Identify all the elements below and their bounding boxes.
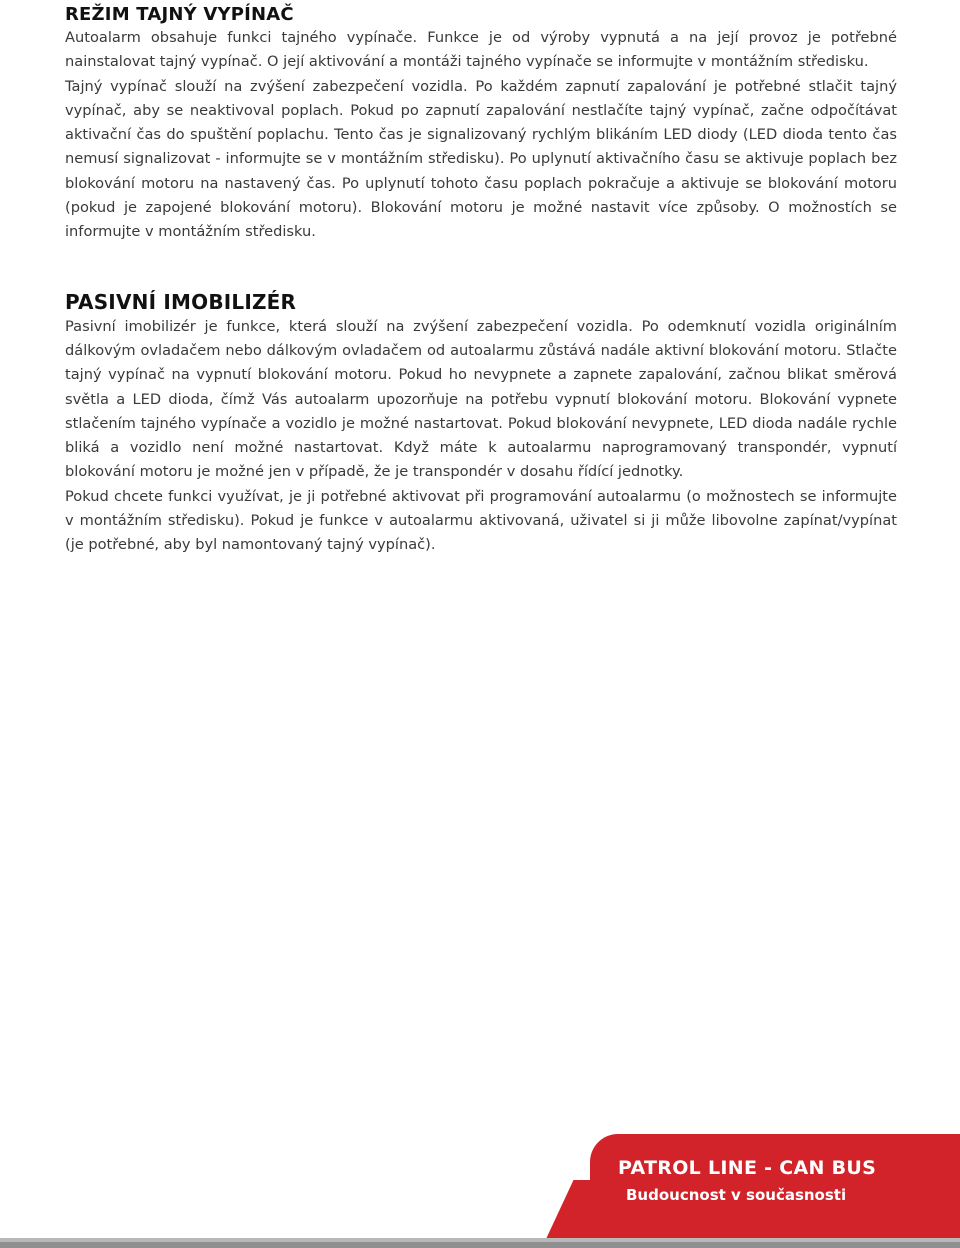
brand-title: PATROL LINE - CAN BUS bbox=[618, 1157, 877, 1179]
section-title-passive-immobilizer: PASIVNÍ IMOBILIZÉR bbox=[65, 289, 297, 314]
immobilizer-paragraph-1: Pasivní imobilizér je funkce, která slouží na zvýšení zabezpečení vozidla. Po odemknutí vozidla originálním dálkovým ovladačem nebo dálkovým ovladačem od autoalarmu zůstává nadále aktivní blokování motoru. Stlačte tajný vypínač na vypnutí blokování motoru. Pokud ho nevypnete a zapnete zapalování, začnou blikat směrová světla a LED dioda, čímž Vás autoalarm upozorňuje na potřebu vypnutí blokování motoru. Blokování vypnete stlačením tajného vypínače a vozidlo je možné nastartovat. Pokud blokování nevypnete, LED dioda nadále rychle bliká a vozidlo není možné nastartovat. Když máte k autoalarmu naprogramovaný transpondér, vypnutí blokování motoru je možné jen v případě, že je transpondér v dosahu řídící jednotky. bbox=[65, 317, 897, 481]
section-title-secret-switch: REŽIM TAJNÝ VYPÍNAČ bbox=[65, 4, 294, 25]
immobilizer-paragraph-2: Pokud chcete funkci využívat, je ji potřebné aktivovat při programování autoalarmu (o možnostech se informujte v montážním středisku). Pokud je funkce v autoalarmu aktivovaná, uživatel si ji může libovolne zapínat/vypínat (je potřebné, aby byl namontovaný tajný vypínač). bbox=[65, 487, 897, 554]
footer-bar-shadow bbox=[0, 1242, 960, 1248]
secret-switch-paragraph-2: Tajný vypínač slouží na zvýšení zabezpečení vozidla. Po každém zapnutí zapalování je potřebné stlačit tajný vypínač, aby se neaktivoval poplach. Pokud po zapnutí zapalování nestlačíte tajný vypínač, začne odpočítávat aktivační čas do spuštění poplachu. Tento čas je signalizovaný rychlým blikáním LED diody (LED dioda tento čas nemusí signalizovat - informujte se v montážním středisku). Po uplynutí aktivačního času se aktivuje poplach bez blokování motoru na nastavený čas. Po uplynutí tohoto času poplach pokračuje a aktivuje se blokování motoru (pokud je zapojené blokování motoru). Blokování motoru je možné nastavit více způsoby. O možnostích se informujte v montážním středisku. bbox=[65, 77, 897, 241]
footer-brand bbox=[618, 1156, 948, 1206]
brand-tagline: Budoucnost v současnosti bbox=[626, 1186, 847, 1204]
secret-switch-paragraph-1: Autoalarm obsahuje funkci tajného vypínače. Funkce je od výroby vypnutá a na její provoz je potřebné nainstalovat tajný vypínač. O její aktivování a montáži tajného vypínače se informujte v montážním středisku. bbox=[65, 29, 897, 71]
document-body bbox=[65, 4, 897, 558]
